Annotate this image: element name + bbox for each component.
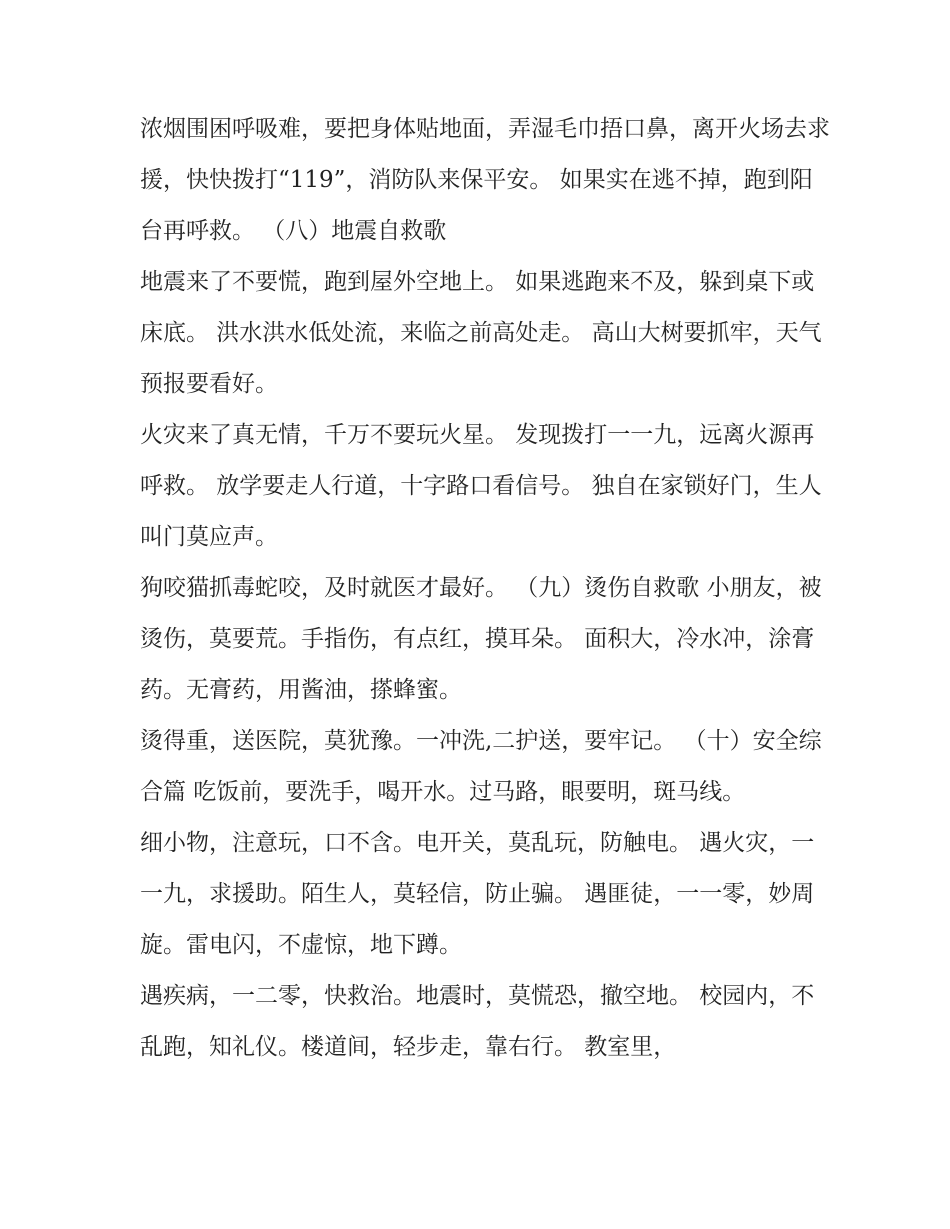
paragraph-fire-escape: 浓烟围困呼吸难，要把身体贴地面，弄湿毛巾捂口鼻，离开火场去求援，快快拨打“119”，消防队来保平安。 如果实在逃不掉，跑到阳台再呼救。 （八）地震自救歌 bbox=[140, 116, 830, 244]
paragraph-fire-song: 火灾来了真无情，千万不要玩火星。 发现拨打一一九，远离火源再呼救。 放学要走人行道，十字路口看信号。 独自在家锁好门，生人叫门莫应声。 bbox=[140, 422, 822, 550]
paragraph-burn-treatment: 烫得重，送医院，莫犹豫。一冲洗,二护送，要牢记。 （十）安全综合篇 吃饭前，要洗手，喝开水。过马路，眼要明，斑马线。 bbox=[140, 728, 822, 805]
paragraph-earthquake-song: 地震来了不要慌，跑到屋外空地上。 如果逃跑来不及，躲到桌下或床底。 洪水洪水低处流，来临之前高处走。 高山大树要抓牢，天气预报要看好。 bbox=[140, 269, 822, 397]
paragraph-safety-rules-2: 遇疾病，一二零，快救治。地震时，莫慌恐，撤空地。 校园内，不乱跑，知礼仪。楼道间，轻步走，靠右行。 教室里， bbox=[140, 983, 815, 1060]
paragraph-safety-rules-1: 细小物，注意玩，口不含。电开关，莫乱玩，防触电。 遇火灾，一一九，求援助。陌生人，莫轻信，防止骗。 遇匪徒，一一零，妙周旋。雷电闪，不虚惊，地下蹲。 bbox=[140, 830, 815, 958]
paragraph-burn-song: 狗咬猫抓毒蛇咬，及时就医才最好。 （九）烫伤自救歌 小朋友，被烫伤，莫要荒。手指伤，有点红，摸耳朵。 面积大，冷水冲，涂膏药。无膏药，用酱油，搽蜂蜜。 bbox=[140, 575, 822, 703]
document-body bbox=[140, 104, 830, 1073]
